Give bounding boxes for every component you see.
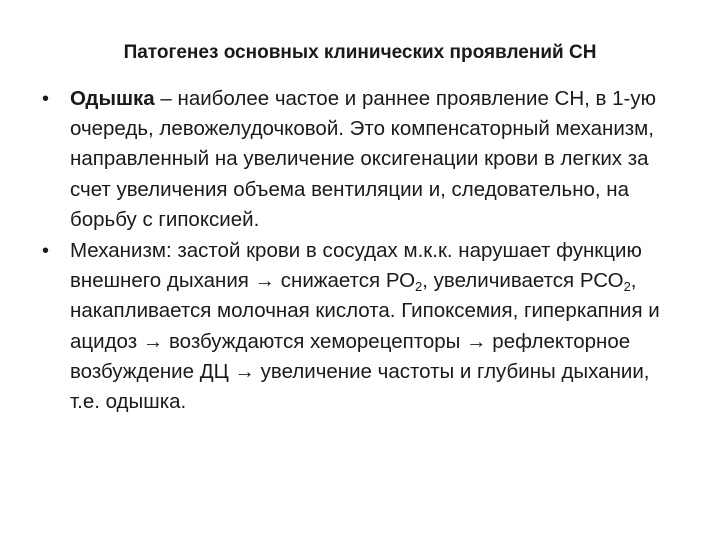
bullet-text: – наиболее частое и раннее проявление СН, в 1-ую очередь, левожелудочковой. Это компенсаторный механизм, направленный на увеличение оксигенации крови в легких за счет увеличения объема вентиляции и, следовательно, на борьбу с гипоксией. [70, 87, 656, 231]
bullet-list [42, 84, 682, 418]
bullet-text-part: , накапливается молочная кислота. Гипоксемия, гиперкапния и ацидоз → возбуждаются хеморецепторы → рефлекторное возбуждение ДЦ → увеличение частоты и глубины дыхании, т.е. одышка. [70, 269, 660, 414]
bullet-item-dyspnea [42, 84, 682, 235]
bullet-text-part: , увеличивается РСО [422, 269, 624, 293]
bullet-dot-icon: • [42, 88, 50, 110]
bullet-item-mechanism [42, 236, 682, 417]
bullet-text-part: Механизм: застой крови в сосудах м.к.к. нарушает функцию внешнего дыхания → снижается РО [70, 239, 642, 293]
bullet-term: Одышка [70, 87, 155, 110]
slide-title: Патогенез основных клинических проявлений СН [123, 42, 597, 63]
subscript: 2 [623, 279, 631, 295]
subscript: 2 [415, 279, 423, 295]
bullet-dot-icon: • [42, 240, 50, 263]
